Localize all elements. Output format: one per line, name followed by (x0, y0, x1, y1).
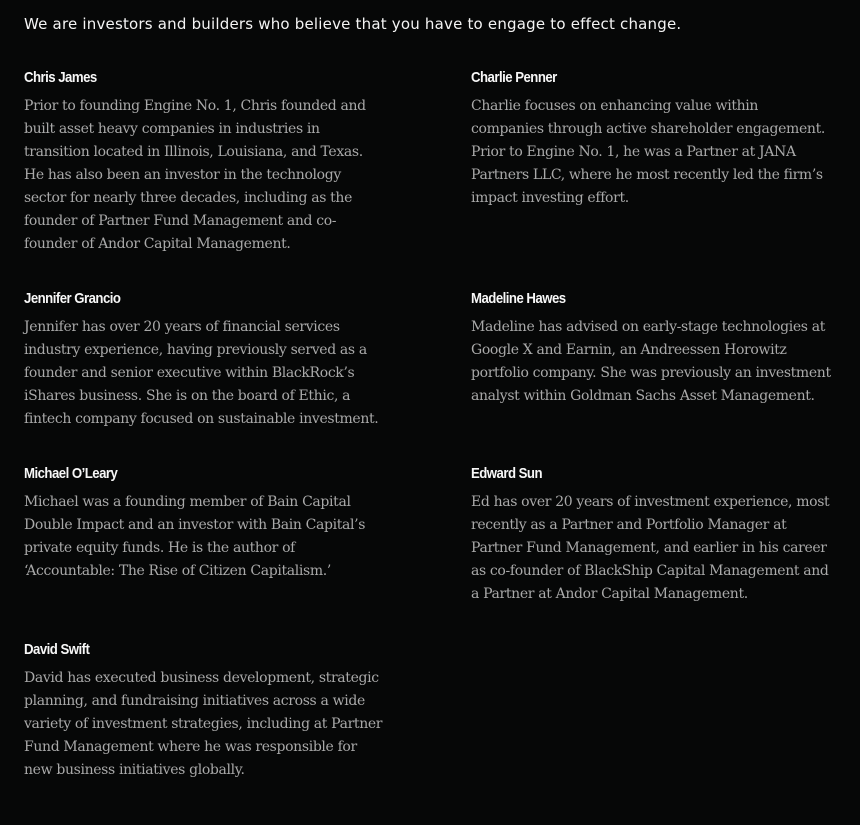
member-name: Jennifer Grancio (24, 290, 121, 307)
team-member-edward-sun (471, 465, 831, 606)
member-bio: Madeline has advised on early-stage technologies at Google X and Earnin, an Andreessen Horowitz portfolio company. She was previously an investment analyst within Goldman Sachs Asset Management. (471, 319, 831, 404)
team-member-madeline-hawes (471, 290, 831, 408)
member-name: Chris James (24, 69, 97, 86)
intro-text: We are investors and builders who believe that you have to engage to effect change. (24, 15, 682, 33)
member-bio: Michael was a founding member of Bain Capital Double Impact and an investor with Bain Capital’s private equity funds. He is the author of ‘Accountable: The Rise of Citizen Capitalism.’ (24, 494, 366, 579)
member-bio: Prior to founding Engine No. 1, Chris founded and built asset heavy companies in industries in transition located in Illinois, Louisiana, and Texas. He has also been an investor in the technology sector for nearly three decades, including as the founder of Partner Fund Management and co-founder of Andor Capital Management. (24, 98, 366, 252)
member-name: Michael O’Leary (24, 465, 118, 482)
team-member-michael-oleary (24, 465, 386, 583)
member-bio: David has executed business development, strategic planning, and fundraising initiatives across a wide variety of investment strategies, including at Partner Fund Management where he was responsible for new business initiatives globally. (24, 670, 383, 778)
member-bio: Ed has over 20 years of investment experience, most recently as a Partner and Portfolio Manager at Partner Fund Management, and earlier in his career as co-founder of BlackShip Capital Management and a Partner at Andor Capital Management. (471, 494, 830, 602)
member-bio: Jennifer has over 20 years of financial services industry experience, having previously served as a founder and senior executive within BlackRock’s iShares business. She is on the board of Ethic, a fintech company focused on sustainable investment. (24, 319, 379, 427)
team-member-charlie-penner (471, 69, 831, 210)
team-member-jennifer-grancio (24, 290, 386, 431)
member-name: Edward Sun (471, 465, 543, 482)
team-member-david-swift (24, 641, 386, 782)
member-name: Madeline Hawes (471, 290, 566, 307)
member-name: David Swift (24, 641, 90, 658)
team-member-chris-james (24, 69, 386, 256)
member-name: Charlie Penner (471, 69, 557, 86)
member-bio: Charlie focuses on enhancing value within companies through active shareholder engagement. Prior to Engine No. 1, he was a Partner at JANA Partners LLC, where he most recently led the firm’s impact investing effort. (471, 98, 825, 206)
